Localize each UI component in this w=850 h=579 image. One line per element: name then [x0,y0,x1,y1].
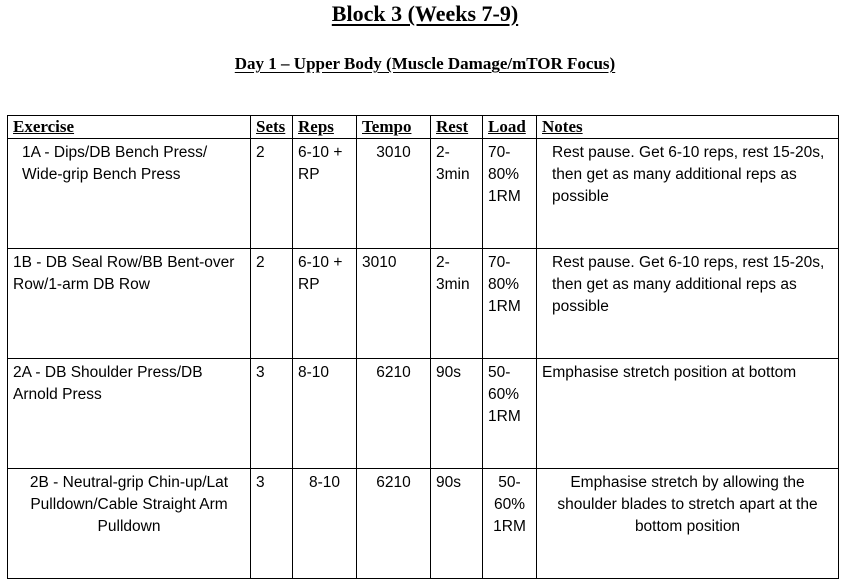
cell-tempo: 3010 [357,139,431,249]
cell-notes: Emphasise stretch position at bottom [537,359,839,469]
header-rest: Rest [431,116,483,139]
cell-load: 50-60% 1RM [483,469,537,579]
cell-sets: 2 [251,249,293,359]
header-exercise: Exercise [8,116,251,139]
cell-rest: 90s [431,359,483,469]
header-sets: Sets [251,116,293,139]
cell-exercise: 2A - DB Shoulder Press/DB Arnold Press [8,359,251,469]
table-row [8,359,839,469]
cell-load: 70-80% 1RM [483,139,537,249]
cell-reps: 8-10 [293,359,357,469]
cell-exercise: 1A - Dips/DB Bench Press/ Wide-grip Bench Press [8,139,251,249]
cell-exercise: 1B - DB Seal Row/BB Bent-over Row/1-arm DB Row [8,249,251,359]
exercise-table [7,115,839,579]
cell-reps: 8-10 [293,469,357,579]
cell-load: 50-60% 1RM [483,359,537,469]
table-row [8,249,839,359]
cell-exercise: 2B - Neutral-grip Chin-up/Lat Pulldown/Cable Straight Arm Pulldown [8,469,251,579]
header-tempo: Tempo [357,116,431,139]
header-load: Load [483,116,537,139]
cell-sets: 3 [251,359,293,469]
cell-notes: Rest pause. Get 6-10 reps, rest 15-20s, then get as many additional reps as possible [537,139,839,249]
cell-rest: 2-3min [431,139,483,249]
cell-rest: 2-3min [431,249,483,359]
cell-load: 70-80% 1RM [483,249,537,359]
cell-reps: 6-10 + RP [293,249,357,359]
cell-rest: 90s [431,469,483,579]
cell-sets: 2 [251,139,293,249]
cell-tempo: 6210 [357,469,431,579]
document-title: Block 3 (Weeks 7-9) [331,1,519,26]
table-header-row [8,116,839,139]
cell-notes: Emphasise stretch by allowing the shoulder blades to stretch apart at the bottom position [537,469,839,579]
cell-tempo: 6210 [357,359,431,469]
cell-sets: 3 [251,469,293,579]
table-row [8,139,839,249]
header-reps: Reps [293,116,357,139]
cell-notes: Rest pause. Get 6-10 reps, rest 15-20s, then get as many additional reps as possible [537,249,839,359]
header-notes: Notes [537,116,839,139]
table-row [8,469,839,579]
cell-tempo: 3010 [357,249,431,359]
cell-reps: 6-10 + RP [293,139,357,249]
day-subtitle: Day 1 – Upper Body (Muscle Damage/mTOR Focus) [234,54,616,73]
